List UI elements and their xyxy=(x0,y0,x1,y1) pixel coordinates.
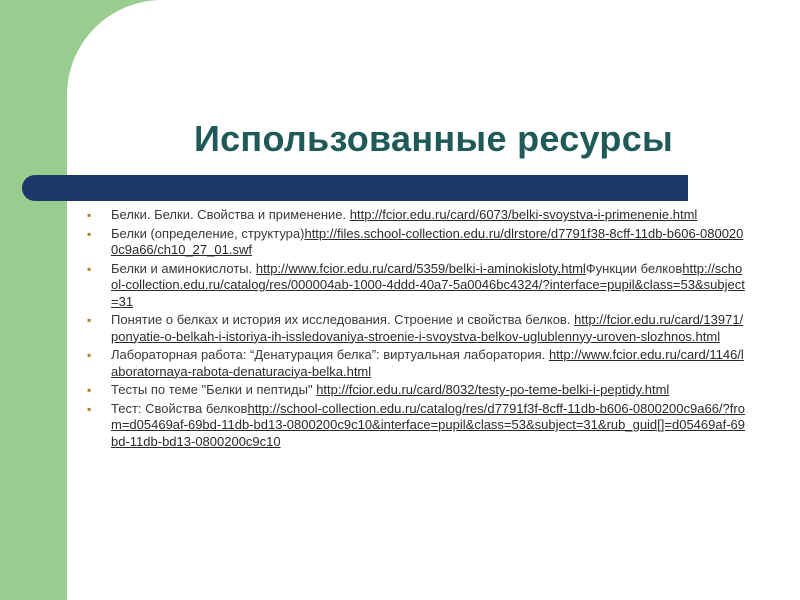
list-item xyxy=(85,207,745,224)
list-item xyxy=(85,312,745,345)
bullet-icon: ▪ xyxy=(87,226,92,241)
resource-link[interactable]: http://school-collection.edu.ru/catalog/res/d7791f3f-8cff-11db-b606-0800200c9a66/?from=d05469af-69bd-11db-bd13-0800200c9c10&interface=pupil&class=53&subject=31&rub_guid[]=d05469af-69bd-11db-bd13-0800200c9c10 xyxy=(111,400,745,449)
list-item xyxy=(85,401,745,451)
title-underline-bar xyxy=(22,175,688,201)
item-text: Лабораторная работа: “Денатурация белка”: виртуальная лаборатория. xyxy=(111,347,549,362)
slide-title: Использованные ресурсы xyxy=(193,118,674,159)
list-item xyxy=(85,382,745,399)
resource-link[interactable]: http://www.fcior.edu.ru/card/5359/belki-i-aminokisloty.html xyxy=(255,260,586,276)
resource-link-2[interactable]: http://school-collection.edu.ru/catalog/res/000004ab-1000-4ddd-40a7-5a0046bc4324/?interface=pupil&class=53&subject=31 xyxy=(111,260,745,309)
bullet-icon: ▪ xyxy=(87,261,92,276)
bullet-icon: ▪ xyxy=(87,348,92,362)
item-text: Белки (определение, структура) xyxy=(111,225,305,241)
bullet-icon: ▪ xyxy=(87,208,92,222)
resource-link[interactable]: http://www.fcior.edu.ru/card/1146/laboratornaya-rabota-denaturaciya-belka.html xyxy=(111,347,744,379)
resource-link[interactable]: http://fcior.edu.ru/card/8032/testy-po-teme-belki-i-peptidy.html xyxy=(316,382,670,397)
resource-link[interactable]: http://fcior.edu.ru/card/13971/ponyatie-o-belkah-i-istoriya-ih-issledovaniya-stroenie-i-svoystva-belkov-uglublennyy-uroven-slozhnos.html xyxy=(111,312,744,344)
bullet-icon: ▪ xyxy=(87,383,92,397)
left-green-band xyxy=(0,0,67,600)
list-item xyxy=(85,347,745,380)
bullet-icon: ▪ xyxy=(87,313,92,327)
item-text: Понятие о белках и история их исследования. Строение и свойства белков. xyxy=(111,312,575,327)
item-text: Белки. Белки. Свойства и применение. xyxy=(111,207,350,222)
resource-list xyxy=(85,207,745,452)
item-text: Тесты по теме "Белки и пептиды" xyxy=(111,382,317,397)
resource-link[interactable]: http://fcior.edu.ru/card/6073/belki-svoystva-i-primenenie.html xyxy=(349,207,698,222)
resource-link[interactable]: http://files.school-collection.edu.ru/dlrstore/d7791f38-8cff-11db-b606-0800200c9a66/ch10_27_01.swf xyxy=(111,225,744,257)
bullet-icon: ▪ xyxy=(87,401,92,416)
item-text: Тест: Свойства белков xyxy=(111,400,248,416)
list-item xyxy=(85,261,745,311)
item-text: Белки и аминокислоты. xyxy=(111,260,256,276)
item-text-after: Функции белков xyxy=(585,260,683,276)
list-item xyxy=(85,226,745,259)
